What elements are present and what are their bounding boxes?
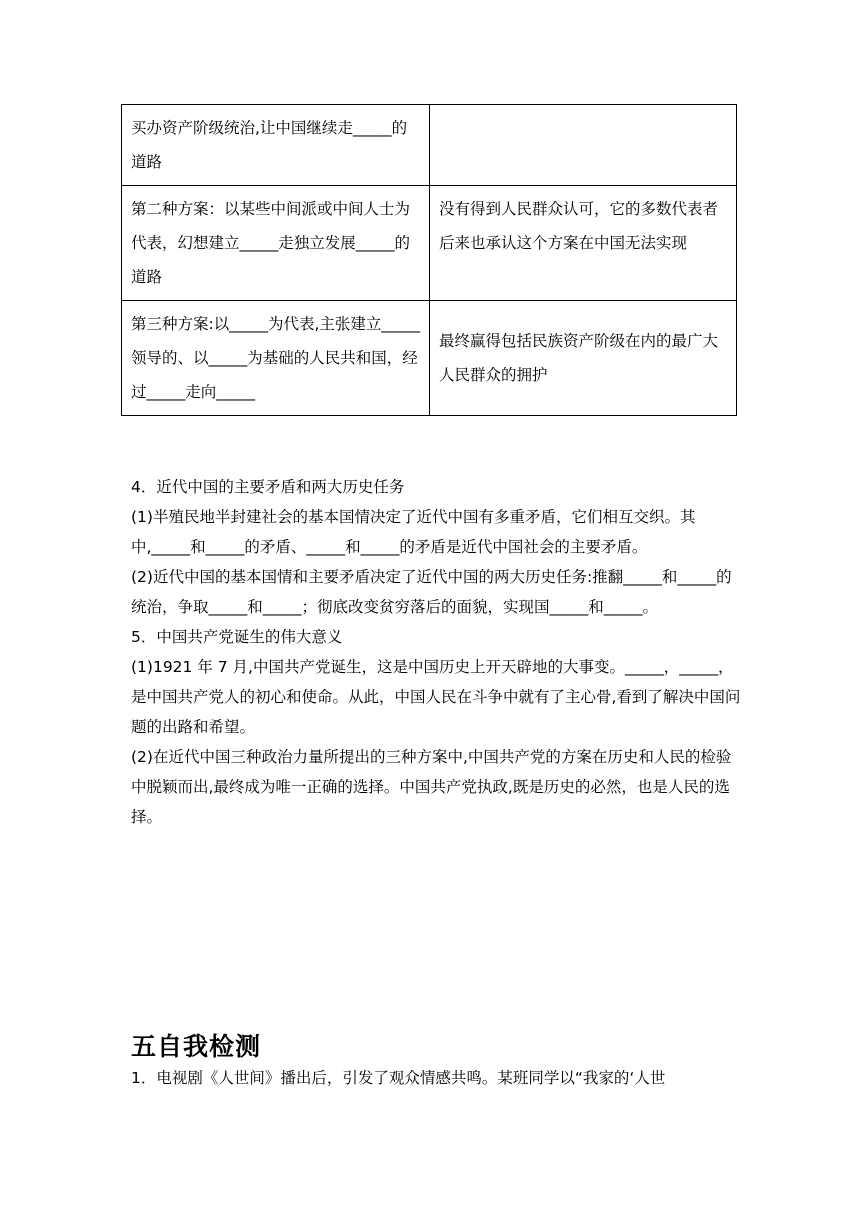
item5-paragraph-2: (2)在近代中国三种政治力量所提出的三种方案中,中国共产党的方案在历史和人民的检验中脱颖而出,最终成为唯一正确的选择。中国共产党执政,既是历史的必然，也是人民的选择。 (131, 748, 732, 826)
section-title: 五自我检测 (131, 1032, 262, 1061)
table-cell-result (430, 105, 737, 186)
item4-title: 4．近代中国的主要矛盾和两大历史任务 (131, 478, 405, 496)
table-cell-result: 最终赢得包括民族资产阶级在内的最广大人民群众的拥护 (430, 301, 737, 416)
table-row (122, 105, 737, 186)
table-cell-scheme: 第二种方案：以某些中间派或中间人士为代表，幻想建立_____走独立发展_____的道路 (122, 186, 430, 301)
table-cell-result: 没有得到人民群众认可，它的多数代表者后来也承认这个方案在中国无法实现 (430, 186, 737, 301)
question-1: 1．电视剧《人世间》播出后，引发了观众情感共鸣。某班同学以“我家的‘人世 (131, 1069, 666, 1087)
political-scheme-table (121, 104, 737, 416)
item4-paragraph-1: (1)半殖民地半封建社会的基本国情决定了近代中国有多重矛盾，它们相互交织。其中,_____和_____的矛盾、_____和_____的矛盾是近代中国社会的主要矛盾。 (131, 508, 696, 556)
review-content (131, 472, 743, 832)
item4-paragraph-2: (2)近代中国的基本国情和主要矛盾决定了近代中国的两大历史任务:推翻_____和_____的统治，争取_____和_____；彻底改变贫穷落后的面貌，实现国_____和_____。 (131, 568, 732, 616)
item5-title: 5．中国共产党诞生的伟大意义 (131, 628, 343, 646)
item5-paragraph-1: (1)1921 年 7 月,中国共产党诞生，这是中国历史上开天辟地的大事变。_____，_____，是中国共产党人的初心和使命。从此，中国人民在斗争中就有了主心骨,看到了解决中国问题的出路和希望。 (131, 658, 741, 736)
table-row (122, 186, 737, 301)
table-row (122, 301, 737, 416)
table-cell-scheme: 买办资产阶级统治,让中国继续走_____的道路 (122, 105, 430, 186)
table-cell-scheme: 第三种方案:以_____为代表,主张建立_____领导的、以_____为基础的人民共和国，经过_____走向_____ (122, 301, 430, 416)
